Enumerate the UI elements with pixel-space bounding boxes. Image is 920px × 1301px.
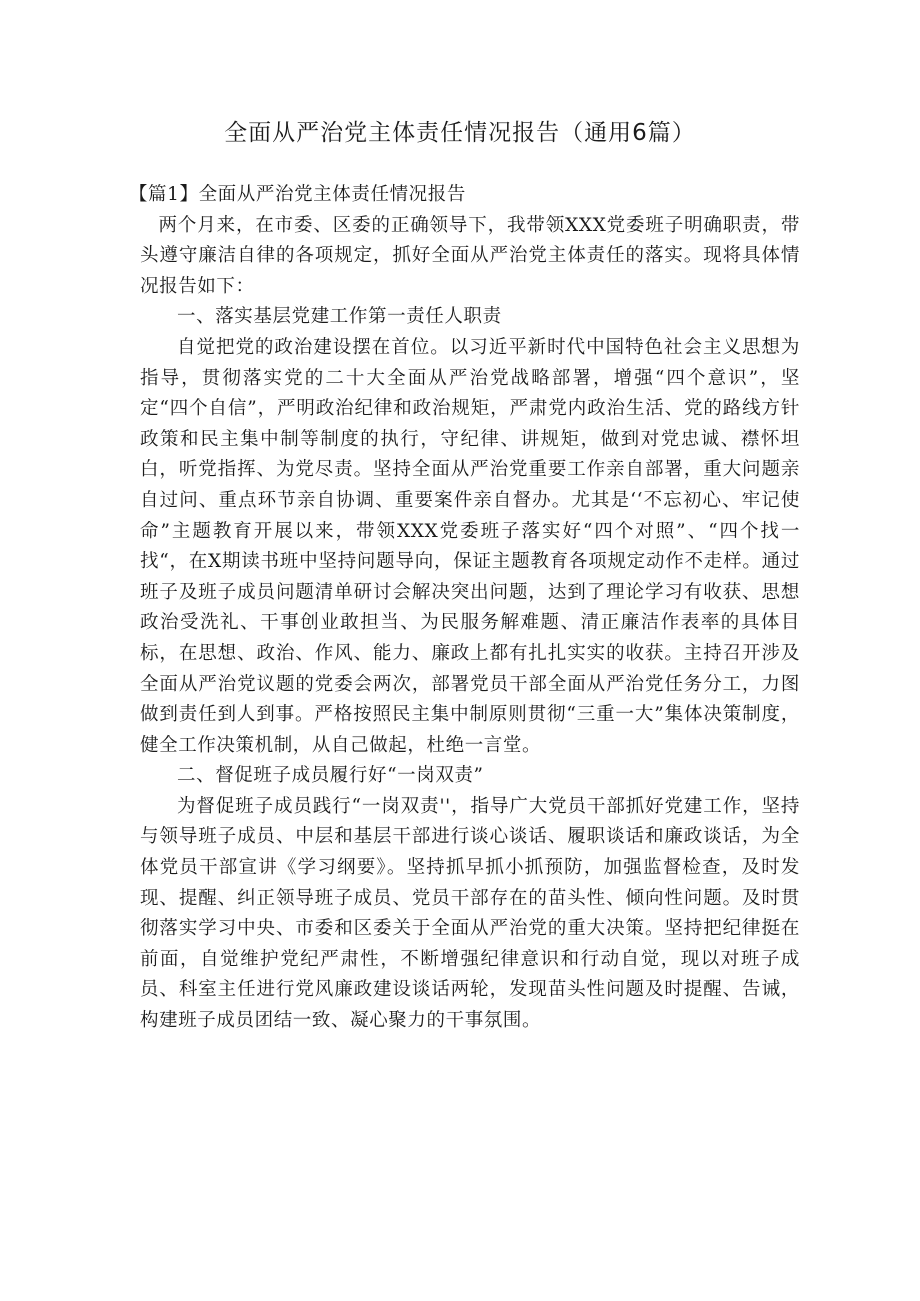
- section-1-paragraph: 自觉把党的政治建设摆在首位。以习近平新时代中国特色社会主义思想为指导，贯彻落实党的二十大全面从严治党战略部署，增强“四个意识”，坚定“四个自信”，严明政治纪律和政治规矩，严肃党内政治生活、党的路线方针政策和民主集中制等制度的执行，守纪律、讲规矩，做到对党忠诚、襟怀坦白，听党指挥、为党尽责。坚持全面从严治党重要工作亲自部署，重大问题亲自过问、重点环节亲自协调、重要案件亲自督办。尤其是‘‘不忘初心、牢记使命”主题教育开展以来，带领XXX党委班子落实好“四个对照”、“四个找一找“，在X期读书班中坚持问题导向，保证主题教育各项规定动作不走样。通过班子及班子成员问题清单研讨会解决突出问题，达到了理论学习有收获、思想政治受洗礼、干事创业敢担当、为民服务解难题、清正廉洁作表率的具体目标，在思想、政治、作风、能力、廉政上都有扎扎实实的收获。主持召开涉及全面从严治党议题的党委会两次，部署党员干部全面从严治党任务分工，力图做到责任到人到事。严格按照民主集中制原则贯彻“三重一大”集体决策制度，健全工作决策机制，从自己做起，杜绝一言堂。: [140, 336, 800, 756]
- document-title: 全面从严治党主体责任情况报告（通用6篇）: [224, 120, 696, 146]
- section-2-heading: 二、督促班子成员履行好“一岗双责”: [177, 765, 484, 787]
- document-body: [128, 180, 800, 1037]
- chapter-heading: 【篇1】全面从严治党主体责任情况报告: [128, 184, 466, 205]
- section-2-paragraph: 为督促班子成员践行“一岗双责''，指导广大党员干部抓好党建工作，坚持与领导班子成员、中层和基层干部进行谈心谈话、履职谈话和廉政谈话，为全体党员干部宣讲《学习纲要》。坚持抓早抓小抓预防，加强监督检查，及时发现、提醒、纠正领导班子成员、党员干部存在的苗头性、倾向性问题。及时贯彻落实学习中央、市委和区委关于全面从严治党的重大决策。坚持把纪律挺在前面，自觉维护党纪严肃性，不断增强纪律意识和行动自觉，现以对班子成员、科室主任进行党风廉政建设谈话两轮，发现苗头性问题及时提醒、告诫，构建班子成员团结一致、凝心聚力的干事氛围。: [140, 795, 800, 1032]
- section-1-heading: 一、落实基层党建工作第一责任人职责: [177, 306, 502, 328]
- intro-paragraph: 两个月来，在市委、区委的正确领导下，我带领XXX党委班子明确职责，带头遵守廉洁自律的各项规定，抓好全面从严治党主体责任的落实。现将具体情况报告如下：: [140, 214, 800, 297]
